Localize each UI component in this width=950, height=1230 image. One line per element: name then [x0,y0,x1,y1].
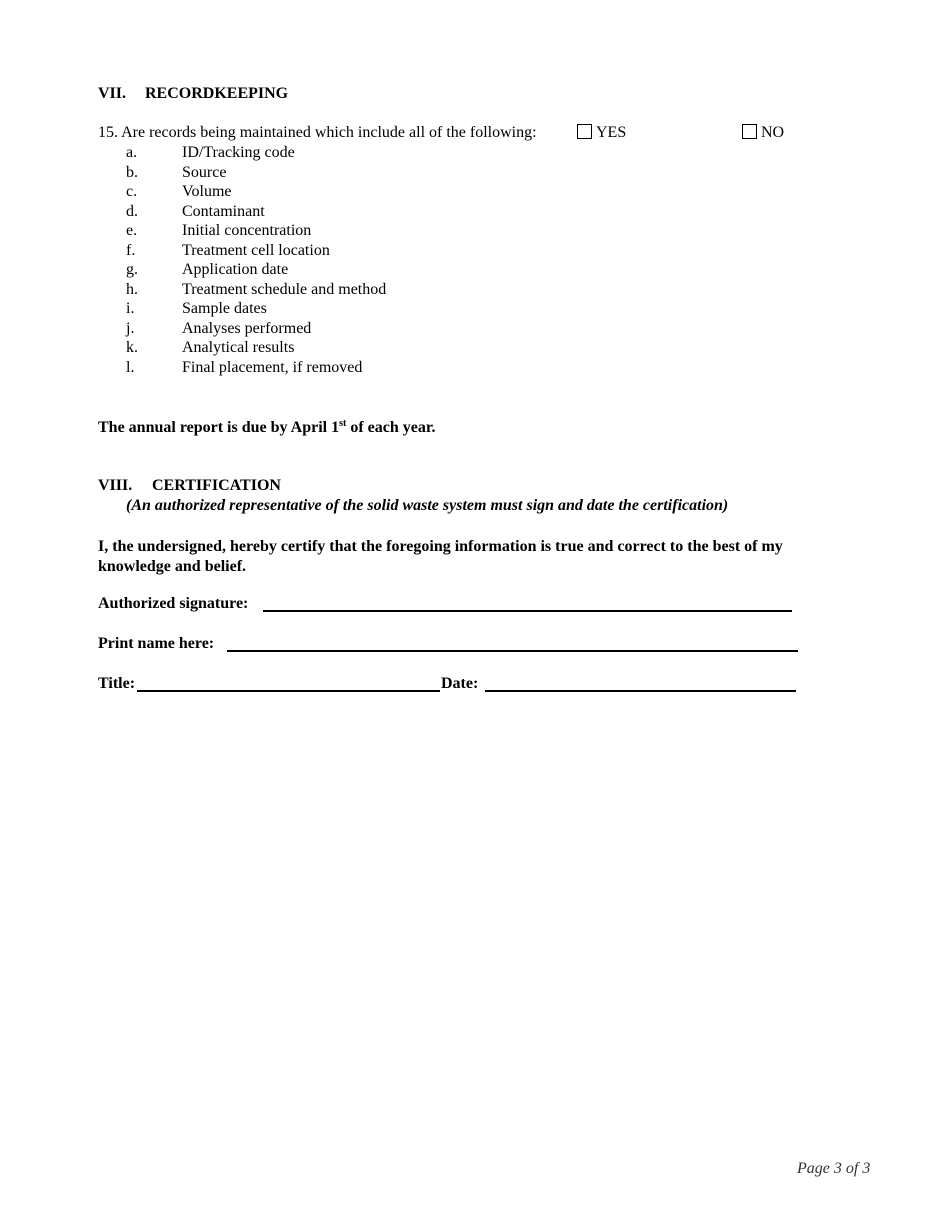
no-label: NO [761,124,785,141]
annual-report-notice [98,419,436,437]
item-label: Treatment cell location [182,241,330,259]
question-15 [98,124,537,142]
item-letter: d. [126,202,138,220]
title-label: Title: [98,675,136,692]
page-number: Page 3 of 3 [797,1160,871,1177]
annual-report-text: The annual report is due by April 1 [98,419,340,436]
signature-label: Authorized signature: [98,595,249,612]
yes-label: YES [596,124,627,141]
item-label: Volume [182,183,232,200]
no-checkbox[interactable] [742,124,757,139]
item-label: Sample dates [182,300,267,317]
title-field[interactable] [137,690,440,692]
certification-note: (An authorized representative of the solid waste system must sign and date the certification) [126,497,729,514]
section-7-number: VII. [98,85,127,102]
print-name-label: Print name here: [98,635,215,652]
item-letter: f. [126,241,136,259]
date-label: Date: [441,675,479,692]
question-15-text: 15. Are records being maintained which include all of the following: [98,124,537,141]
annual-report-superscript: st [339,418,347,429]
item-letter: l. [126,358,135,376]
annual-report-suffix: of each year. [346,419,436,436]
item-label: ID/Tracking code [182,144,295,161]
item-letter: k. [126,339,138,356]
item-label: Final placement, if removed [182,358,363,376]
item-label: Initial concentration [182,222,312,239]
yes-checkbox[interactable] [577,124,592,139]
item-letter: i. [126,300,135,317]
section-7-title: RECORDKEEPING [145,85,289,102]
item-letter: a. [126,144,138,161]
section-8-number: VIII. [98,477,133,494]
item-label: Application date [182,261,289,278]
item-letter: e. [126,222,138,239]
section-8-heading [98,477,281,495]
item-label: Treatment schedule and method [182,280,387,298]
item-letter: g. [126,261,138,278]
item-letter: b. [126,163,138,181]
item-letter: c. [126,183,138,200]
item-label: Analytical results [182,339,295,356]
section-7-heading [98,85,288,103]
certification-statement: I, the undersigned, hereby certify that the foregoing information is true and correct to the best of my knowledge and belief. [98,538,783,575]
no-option[interactable] [742,124,784,142]
item-letter: h. [126,280,138,298]
section-8-title: CERTIFICATION [152,477,281,494]
item-label: Analyses performed [182,319,312,337]
yes-option[interactable] [577,124,626,142]
item-label: Contaminant [182,202,265,220]
item-letter: j. [126,319,135,337]
item-label: Source [182,163,227,181]
signature-field[interactable] [263,610,792,612]
date-field[interactable] [485,690,796,692]
print-name-field[interactable] [227,650,798,652]
